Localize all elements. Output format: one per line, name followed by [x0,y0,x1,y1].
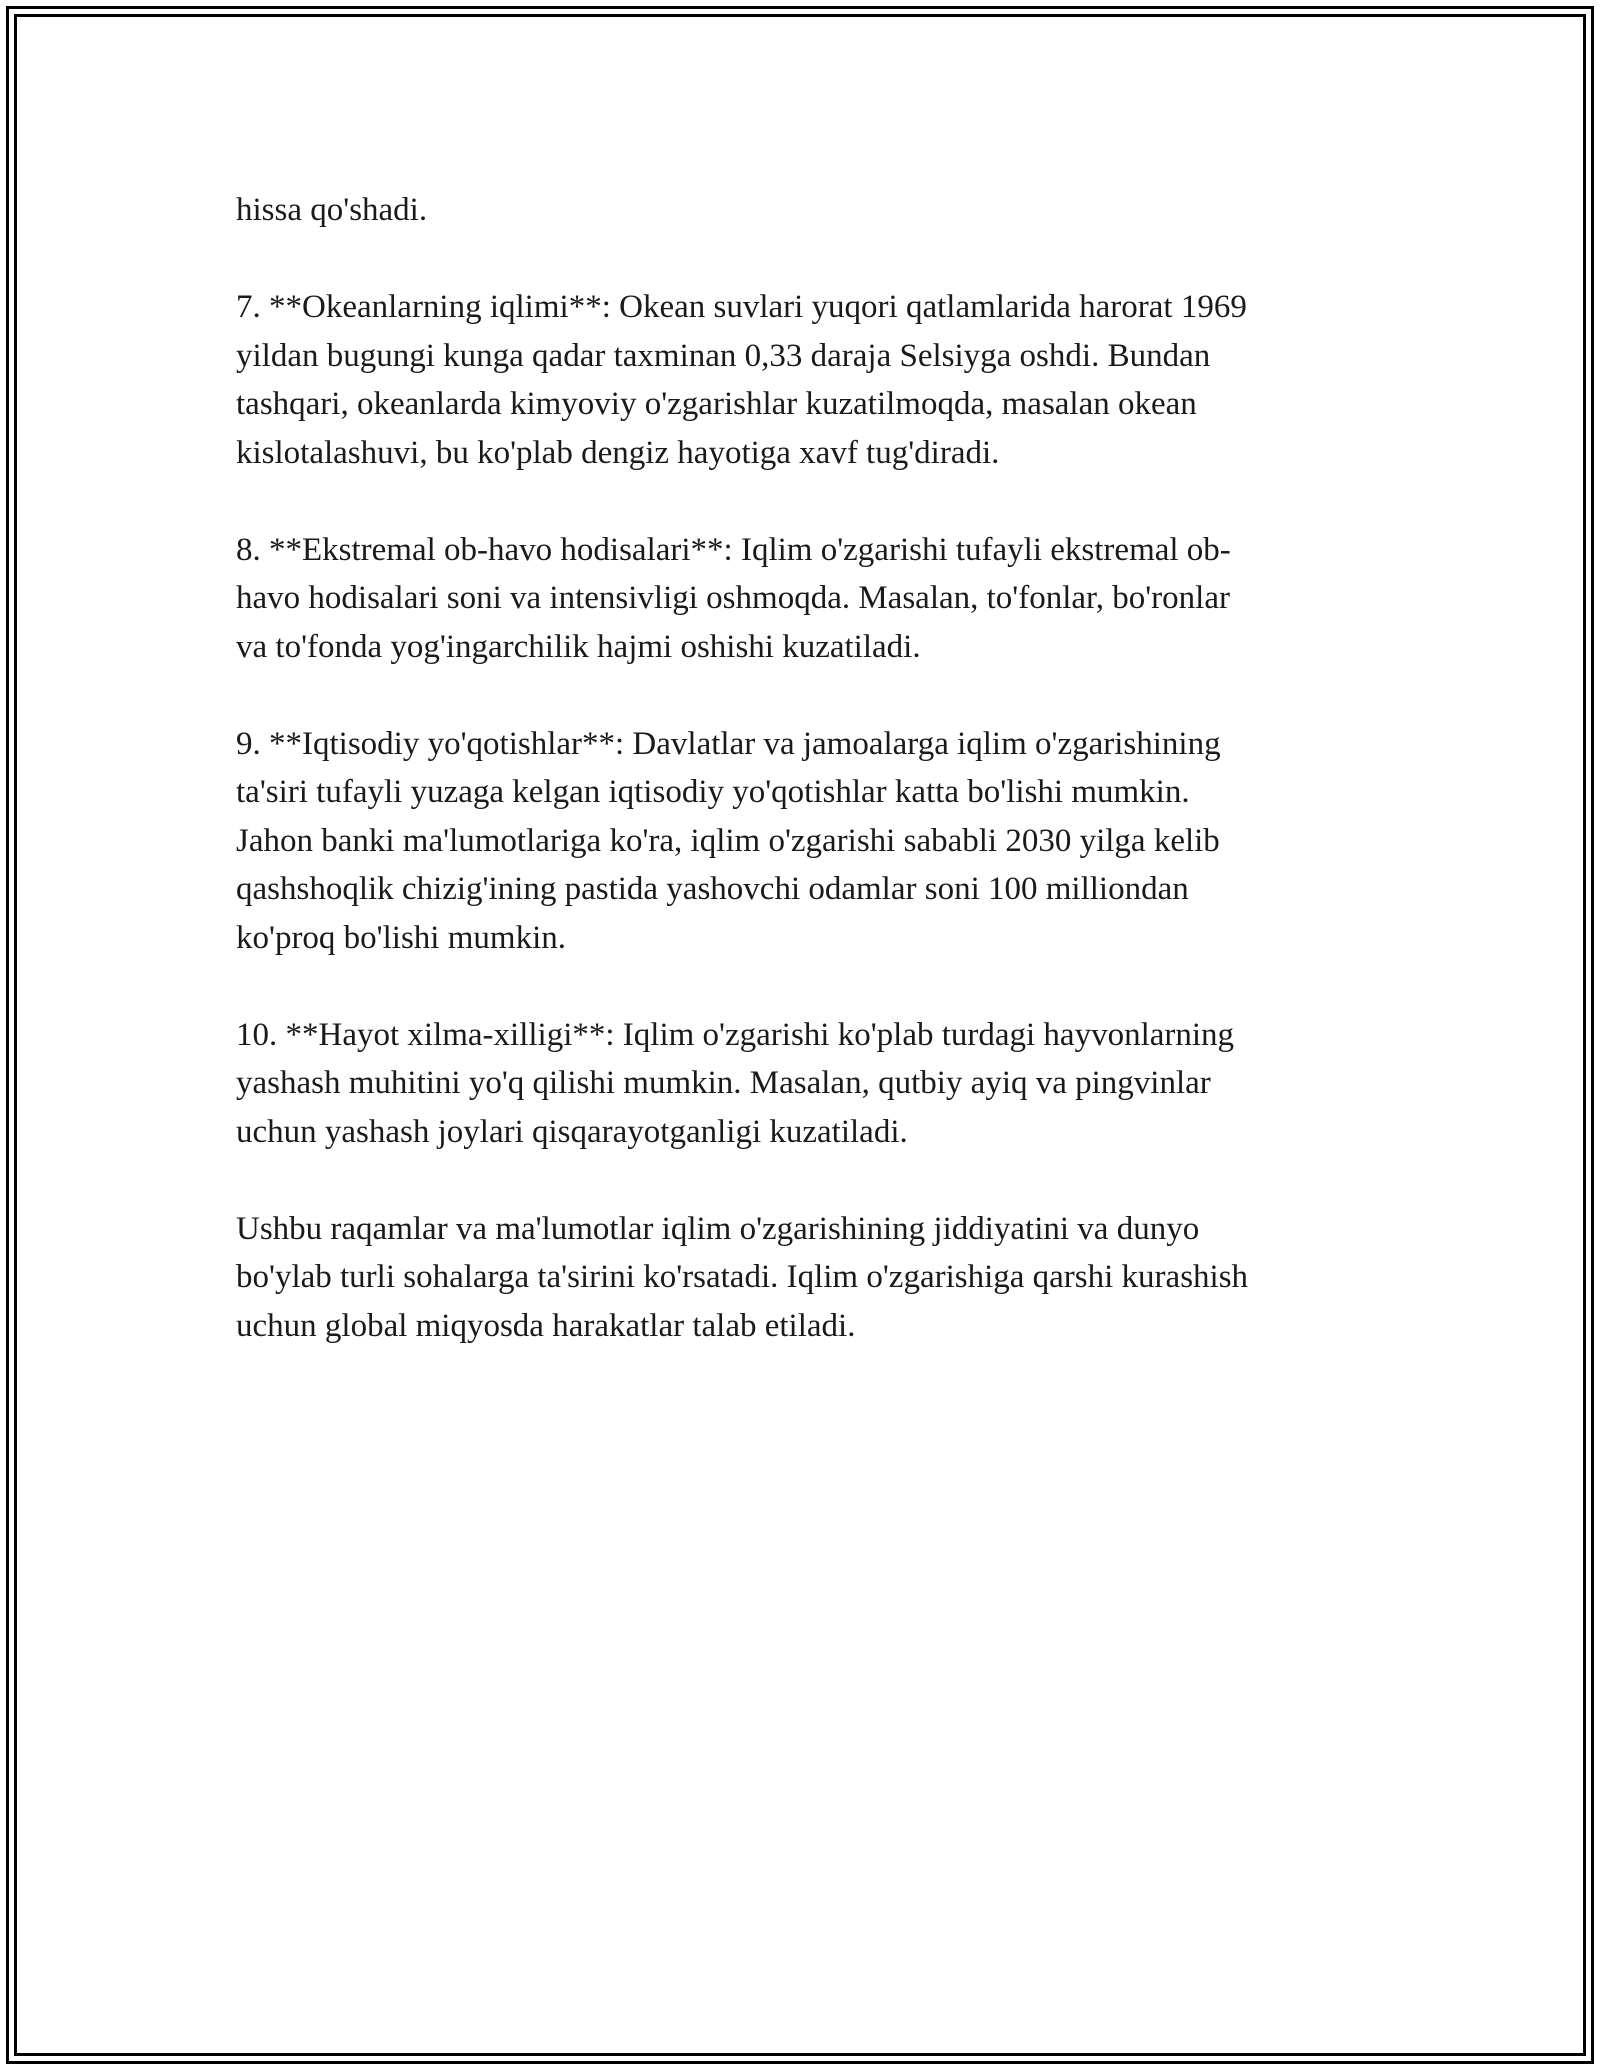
paragraph-item-10: 10. **Hayot xilma-xilligi**: Iqlim o'zgarishi ko'plab turdagi hayvonlarning yashash muhitini yo'q qilishi mumkin. Masalan, qutbiy ayiq va pingvinlar uchun yashash joylari qisqarayotganligi kuzatiladi. [236,1016,1235,1150]
document-body [236,186,1366,1399]
paragraph-continuation: hissa qo'shadi. [236,192,428,228]
paragraph-item-8: 8. **Ekstremal ob-havo hodisalari**: Iqlim o'zgarishi tufayli ekstremal ob- havo hodisalari soni va intensivligi oshmoqda. Masalan, to'fonlar, bo'ronlar va to'fonda yog'ingarchilik hajmi oshishi kuzatiladi. [236,531,1231,665]
paragraph-item-7: 7. **Okeanlarning iqlimi**: Okean suvlari yuqori qatlamlarida harorat 1969 yildan bugungi kunga qadar taxminan 0,33 daraja Selsiyga oshdi. Bundan tashqari, okeanlarda kimyoviy o'zgarishlar kuzatilmoqda, masalan okean kislotalashuvi, bu ko'plab dengiz hayotiga xavf tug'diradi. [236,289,1247,471]
paragraph-conclusion: Ushbu raqamlar va ma'lumotlar iqlim o'zgarishining jiddiyatini va dunyo bo'ylab turli sohalarga ta'sirini ko'rsatadi. Iqlim o'zgarishiga qarshi kurashish uchun global miqyosda harakatlar talab etiladi. [236,1210,1249,1344]
paragraph-item-9: 9. **Iqtisodiy yo'qotishlar**: Davlatlar va jamoalarga iqlim o'zgarishining ta'siri tufayli yuzaga kelgan iqtisodiy yo'qotishlar katta bo'lishi mumkin. Jahon banki ma'lumotlariga ko'ra, iqlim o'zgarishi sababli 2030 yilga kelib qashshoqlik chizig'ining pastida yashovchi odamlar soni 100 milliondan ko'proq bo'lishi mumkin. [236,725,1221,956]
